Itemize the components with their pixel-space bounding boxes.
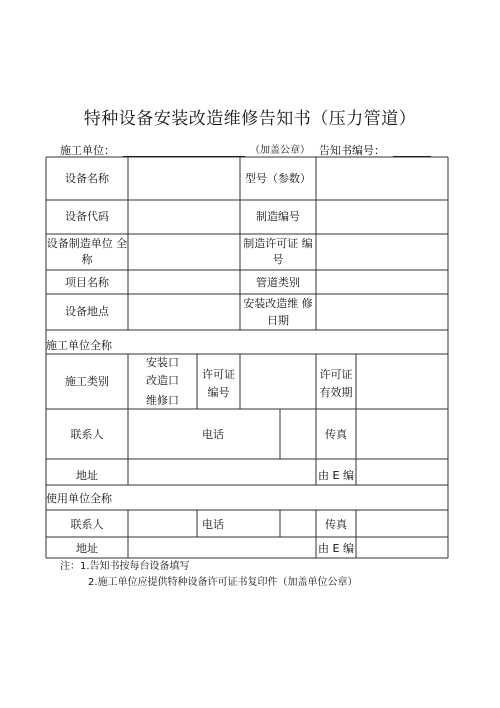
work-option-modify[interactable]: 改造口 (146, 374, 179, 387)
user-contact-label: 联系人 (70, 518, 104, 531)
seal-note: （加盖公章） (250, 145, 310, 156)
equipment-location-label: 设备地点 (65, 305, 109, 318)
equipment-code-label: 设备代码 (65, 210, 109, 223)
work-type-label: 施工类别 (65, 375, 109, 388)
permit-number-label-line1: 许可证 (202, 368, 235, 381)
user-fax-label: 传真 (325, 518, 347, 531)
note-1: 注：1.告知书按每台设备填写 (60, 561, 190, 572)
install-date-label-line2: 日期 (267, 314, 289, 327)
permit-validity-label-line1: 许可证 (319, 368, 353, 381)
contractor-phone-label: 电话 (202, 428, 224, 441)
contractor-section-title: 施工单位全称 (46, 339, 112, 352)
project-name-label: 项目名称 (65, 276, 109, 289)
user-phone-label: 电话 (202, 518, 224, 531)
license-number-label-line2: 号 (272, 253, 284, 266)
manufacturer-label-line1: 设备制造单位 全 (46, 237, 128, 250)
note-2: 2.施工单位应提供特种设备许可证书复印件（加盖单位公章） (88, 577, 358, 588)
notice-number-label: 告知书编号： (319, 144, 385, 157)
contractor-fax-label: 传真 (325, 428, 347, 441)
pipe-category-label: 管道类别 (256, 276, 300, 289)
permit-validity-label-line2: 有效期 (319, 386, 353, 399)
model-label: 型号（参数） (245, 172, 311, 185)
license-number-label-line1: 制造许可证 编 (243, 237, 313, 250)
manufacturer-label-line2: 称 (81, 253, 93, 266)
document-title: 特种设备安装改造维修告知书（压力管道） (83, 109, 417, 129)
contractor-label: 施工单位： (60, 144, 115, 157)
contractor-contact-label: 联系人 (70, 428, 104, 441)
user-address-label: 地址 (76, 542, 98, 555)
contractor-address-label: 地址 (76, 469, 98, 482)
permit-number-label-line2: 编号 (207, 386, 230, 399)
work-option-install[interactable]: 安装口 (146, 356, 179, 369)
equipment-name-label: 设备名称 (65, 172, 109, 185)
user-unit-section-title: 使用单位全称 (46, 492, 112, 505)
manufacture-number-label: 制造编号 (256, 210, 300, 223)
work-option-repair[interactable]: 维修口 (146, 394, 179, 407)
install-date-label-line1: 安装改造维 修 (243, 297, 313, 310)
user-postcode-label: 由 E 编 (318, 542, 354, 555)
contractor-postcode-label: 由 E 编 (318, 469, 354, 482)
